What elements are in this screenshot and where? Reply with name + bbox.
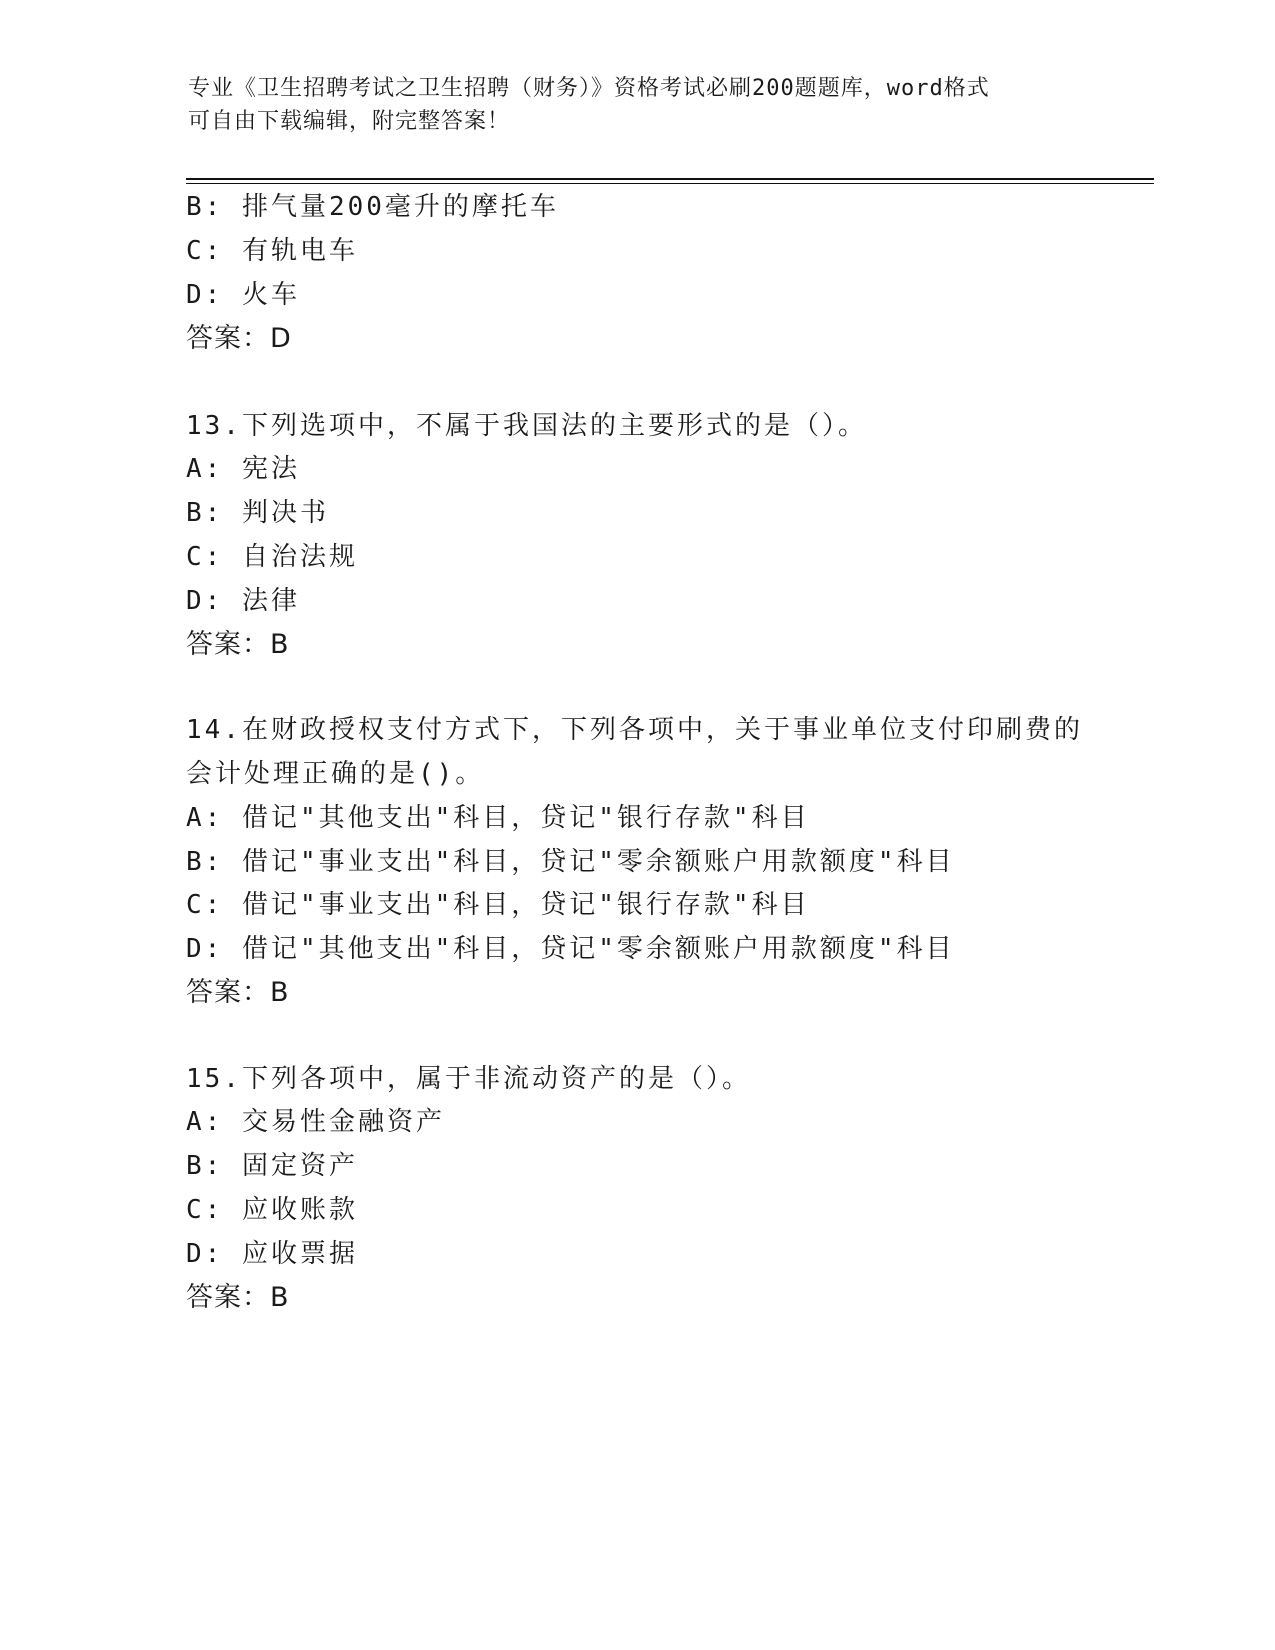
document-header bbox=[188, 72, 1088, 138]
q13-option-b: B: 判决书 bbox=[186, 498, 329, 528]
q14-question-line-1: 14.在财政授权支付方式下，下列各项中，关于事业单位支付印刷费的 bbox=[186, 715, 1083, 745]
q12-option-c: C: 有轨电车 bbox=[186, 236, 358, 266]
q14-option-d: D: 借记"其他支出"科目，贷记"零余额账户用款额度"科目 bbox=[186, 934, 955, 964]
q15-option-c: C: 应收账款 bbox=[186, 1195, 358, 1225]
q12-option-b: B: 排气量200毫升的摩托车 bbox=[186, 192, 559, 222]
q14-question-line-2: 会计处理正确的是()。 bbox=[186, 759, 485, 789]
q12-answer: 答案：D bbox=[186, 323, 292, 354]
q14-option-c: C: 借记"事业支出"科目，贷记"银行存款"科目 bbox=[186, 890, 810, 920]
header-divider-thick bbox=[186, 178, 1154, 180]
q14-option-b: B: 借记"事业支出"科目，贷记"零余额账户用款额度"科目 bbox=[186, 847, 955, 877]
q15-answer: 答案：B bbox=[186, 1282, 290, 1313]
header-line-1: 专业《卫生招聘考试之卫生招聘（财务）》资格考试必刷200题题库，word格式 bbox=[188, 76, 990, 101]
q15-question: 15.下列各项中，属于非流动资产的是（）。 bbox=[186, 1064, 751, 1094]
q15-option-a: A: 交易性金融资产 bbox=[186, 1107, 445, 1137]
q13-option-a: A: 宪法 bbox=[186, 454, 300, 484]
q13-answer: 答案：B bbox=[186, 629, 290, 660]
header-line-2: 可自由下载编辑，附完整答案！ bbox=[188, 109, 511, 134]
q13-option-d: D: 法律 bbox=[186, 586, 300, 616]
q14-answer: 答案：B bbox=[186, 977, 290, 1008]
q15-option-b: B: 固定资产 bbox=[186, 1151, 358, 1181]
q12-option-d: D: 火车 bbox=[186, 280, 300, 310]
q14-option-a: A: 借记"其他支出"科目，贷记"银行存款"科目 bbox=[186, 803, 810, 833]
header-divider-thin bbox=[186, 183, 1154, 184]
q13-option-c: C: 自治法规 bbox=[186, 542, 358, 572]
q15-option-d: D: 应收票据 bbox=[186, 1239, 358, 1269]
q13-question: 13.下列选项中，不属于我国法的主要形式的是（）。 bbox=[186, 411, 867, 441]
